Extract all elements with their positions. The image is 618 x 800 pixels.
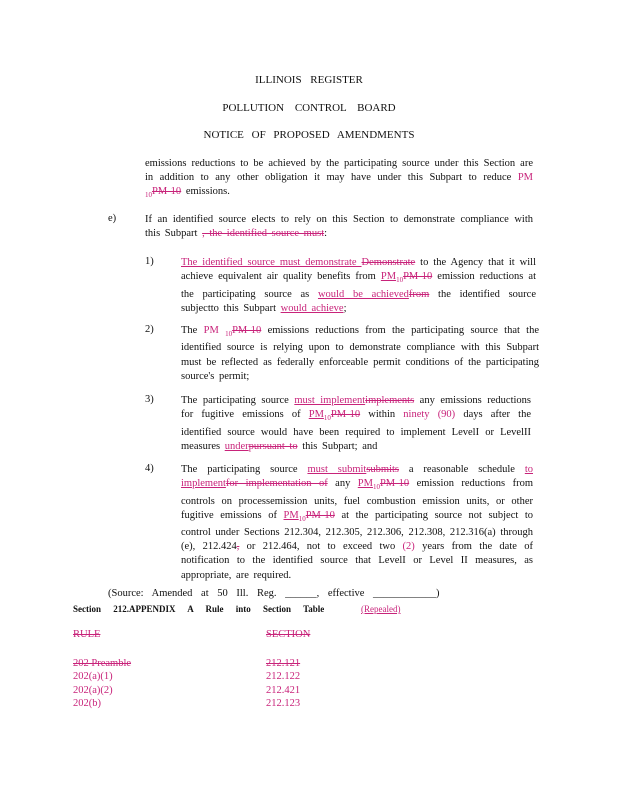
item-3-text: The participating source must implementimplements any emissions reductions for fugitive emissions of $PM_{10}PM-10$ within ninety (90) days after the identified source would have been required to implement LevelI or LevelII measures underpursuant to this Subpart; and <box>181 395 531 452</box>
source-note: (Source: Amended at 50 Ill. Reg. ______, effective ____________) <box>108 588 440 599</box>
table-row: 212.421 <box>266 685 301 696</box>
item-1-text: The identified source must demonstrate Demonstrate to the Agency that it will achieve equivalent air quality benefits from $PM_{10}PM-10$ emission reductions at the participating source as would be achievedfrom the identified source subjectto this Subpart would achieve; <box>181 257 536 314</box>
table-header-rule: RULE <box>73 629 101 640</box>
item-3-label: 3) <box>145 394 154 405</box>
continuation-paragraph: emissions reductions to be achieved by the participating source under this Section are in addition to any other obligation it may have under this Subpart to reduce PM $_{10}$PM-10 emissions. <box>145 158 533 200</box>
item-2-text: The PM $_{10}$PM-10 emissions reductions from the participating source that the identified source is relying upon to demonstrate compliance with this Subpart must be reflected as federally enforceable permit conditions of the participating source's permit; <box>181 325 540 382</box>
item-2-label: 2) <box>145 324 154 335</box>
appendix-heading: Section 212.APPENDIX A Rule into Section Table (Repealed) <box>73 604 401 614</box>
table-row: 212.121 <box>266 658 301 669</box>
table-row: 212.122 <box>266 671 301 682</box>
table-row: 202(a)(1) <box>73 671 113 682</box>
notice-title: NOTICE OF PROPOSED AMENDMENTS <box>203 129 415 141</box>
table-row: 202(a)(2) <box>73 685 113 696</box>
register-title: ILLINOIS REGISTER <box>255 74 363 86</box>
item-e-label: e) <box>108 213 117 224</box>
table-row: 202 Preamble <box>73 658 132 669</box>
board-title: POLLUTION CONTROL BOARD <box>222 102 396 114</box>
table-row: 212.123 <box>266 698 301 709</box>
table-row: 202(b) <box>73 698 101 709</box>
item-4-text: The participating source must submitsubmits a reasonable schedule to implementfor implementation of any $PM_{10}PM-10$ emission reductions from controls on processemission units, fuel combustion emission units, or other fugitive emissions of $PM_{10}PM-10$ at the participating source not subject to control under Sections 212.304, 212.305, 212.306, 212.308, 212.316(a) through (e), 212.424, or 212.464, not to exceed two (2) years from the date of notification to the identified source that LevelI or Level II measures, as appropriate, are required. <box>181 464 534 581</box>
item-1-label: 1) <box>145 256 154 267</box>
item-e-text: If an identified source elects to rely on this Section to demonstrate compliance with this Subpart , the identified source must: <box>145 214 533 240</box>
table-header-section: SECTION <box>266 629 311 640</box>
item-4-label: 4) <box>145 463 154 474</box>
